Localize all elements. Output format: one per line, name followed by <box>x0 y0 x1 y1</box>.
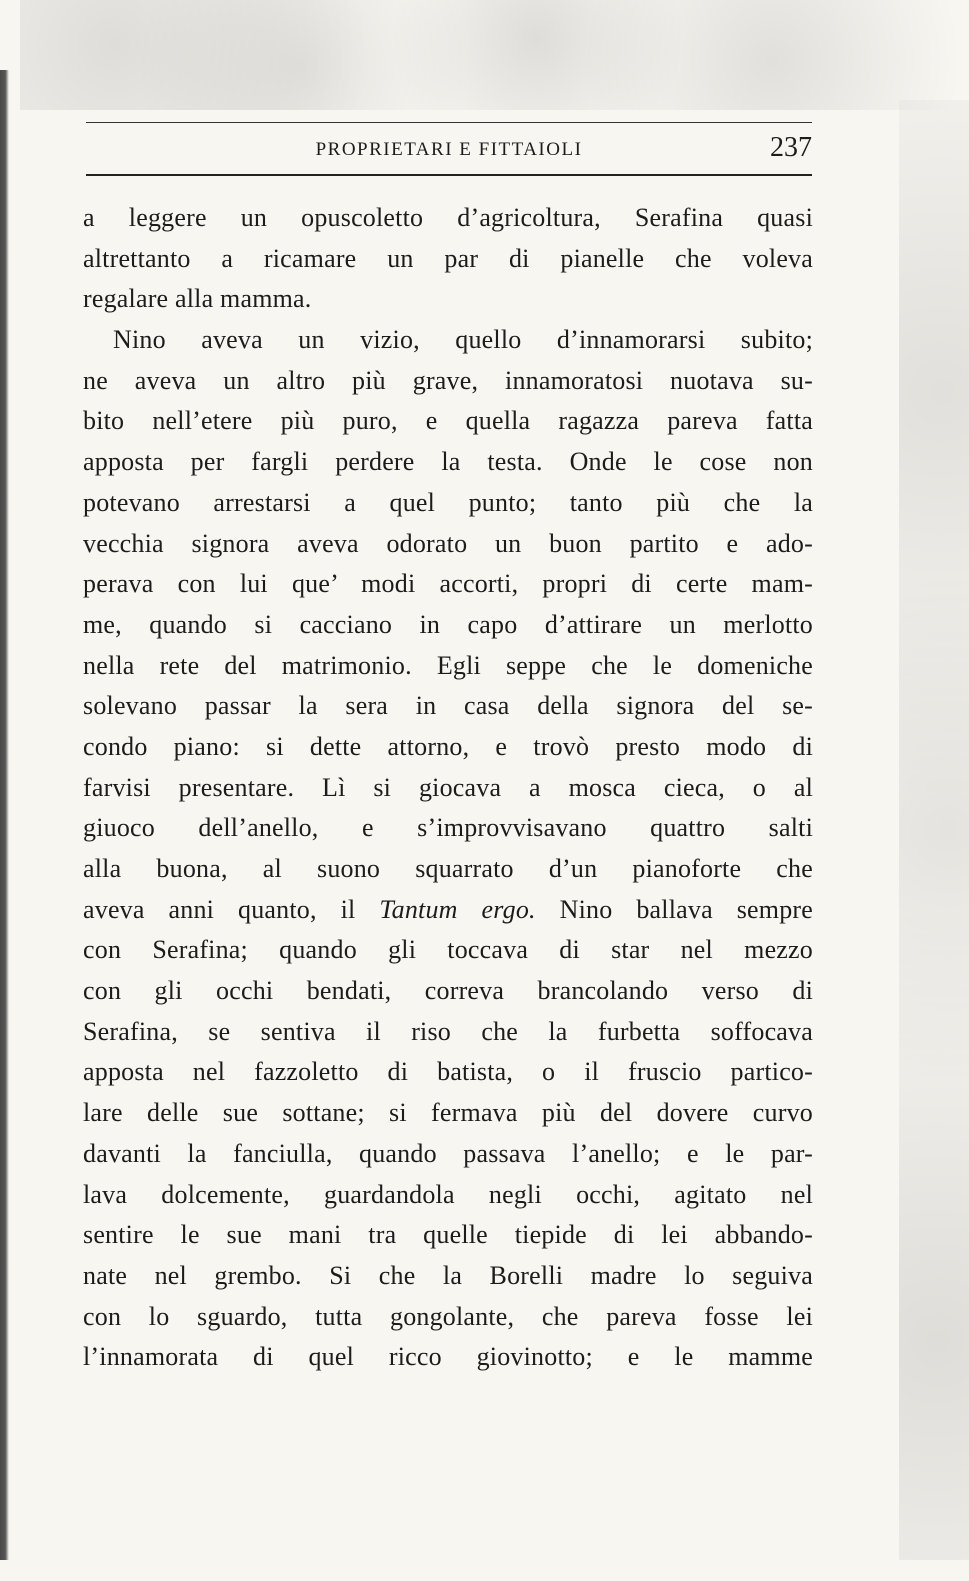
text-line: davanti la fanciulla, quando passava l’anello; e le par- <box>83 1138 813 1168</box>
running-head <box>86 122 812 178</box>
body-text <box>83 198 813 1378</box>
text-line: vecchia signora aveva odorato un buon partito e ado- <box>83 528 813 558</box>
italic-phrase: Tantum ergo. <box>379 894 536 924</box>
text-line: sentire le sue mani tra quelle tiepide di lei abbando- <box>83 1220 813 1250</box>
text-line: regalare alla mamma. <box>83 284 312 314</box>
text-line-paragraph-start: Nino aveva un vizio, quello d’innamorarsi subito; <box>113 325 813 355</box>
text-line: lare delle sue sottane; si fermava più del dovere curvo <box>83 1098 813 1128</box>
running-title: PROPRIETARI E FITTAIOLI <box>315 139 583 160</box>
text-line: apposta nel fazzoletto di batista, o il fruscio partico- <box>83 1057 813 1087</box>
text-line: altrettanto a ricamare un par di pianelle che voleva <box>83 243 813 273</box>
header-rule-top <box>86 122 812 123</box>
text-segment: Nino ballava sempre <box>535 894 814 924</box>
text-line: potevano arrestarsi a quel punto; tanto più che la <box>83 487 813 517</box>
text-line: lava dolcemente, guardandola negli occhi, agitato nel <box>83 1179 813 1209</box>
text-line: a leggere un opuscoletto d’agricoltura, Serafina quasi <box>83 203 813 232</box>
text-line: con lo sguardo, tutta gongolante, che pareva fosse lei <box>83 1301 813 1331</box>
text-line: alla buona, al suono squarrato d’un pianoforte che <box>83 854 813 883</box>
text-line-with-italic <box>83 890 813 931</box>
text-line: apposta per fargli perdere la testa. Onde le cose non <box>83 447 813 477</box>
page-number: 237 <box>770 132 812 163</box>
scan-noise-top <box>20 0 960 110</box>
text-line: farvisi presentare. Lì si giocava a mosca cieca, o al <box>83 772 813 802</box>
text-line: nate nel grembo. Si che la Borelli madre lo seguiva <box>83 1260 813 1290</box>
text-line: bito nell’etere più puro, e quella ragazza pareva fatta <box>83 406 813 436</box>
text-line: Serafina, se sentiva il riso che la furbetta soffocava <box>83 1016 813 1046</box>
header-rule-bottom <box>86 174 812 176</box>
text-segment: aveva anni quanto, il <box>83 894 380 924</box>
text-line: con gli occhi bendati, correva brancolando verso di <box>83 976 813 1006</box>
text-line: nella rete del matrimonio. Egli seppe che le domeniche <box>83 650 813 680</box>
text-line: condo piano: si dette attorno, e trovò presto modo di <box>83 731 813 761</box>
binding-shadow <box>0 70 9 1560</box>
text-line: solevano passar la sera in casa della signora del se- <box>83 691 813 721</box>
text-line: ne aveva un altro più grave, innamoratosi nuotava su- <box>83 365 813 395</box>
text-line: me, quando si cacciano in capo d’attirare un merlotto <box>83 609 813 639</box>
text-line: l’innamorata di quel ricco giovinotto; e le mamme <box>83 1342 813 1372</box>
text-line: con Serafina; quando gli toccava di star nel mezzo <box>83 935 813 965</box>
text-line: giuoco dell’anello, e s’improvvisavano quattro salti <box>83 813 813 843</box>
text-line: perava con lui que’ modi accorti, propri di certe mam- <box>83 569 813 599</box>
scan-noise-right <box>899 100 969 1560</box>
